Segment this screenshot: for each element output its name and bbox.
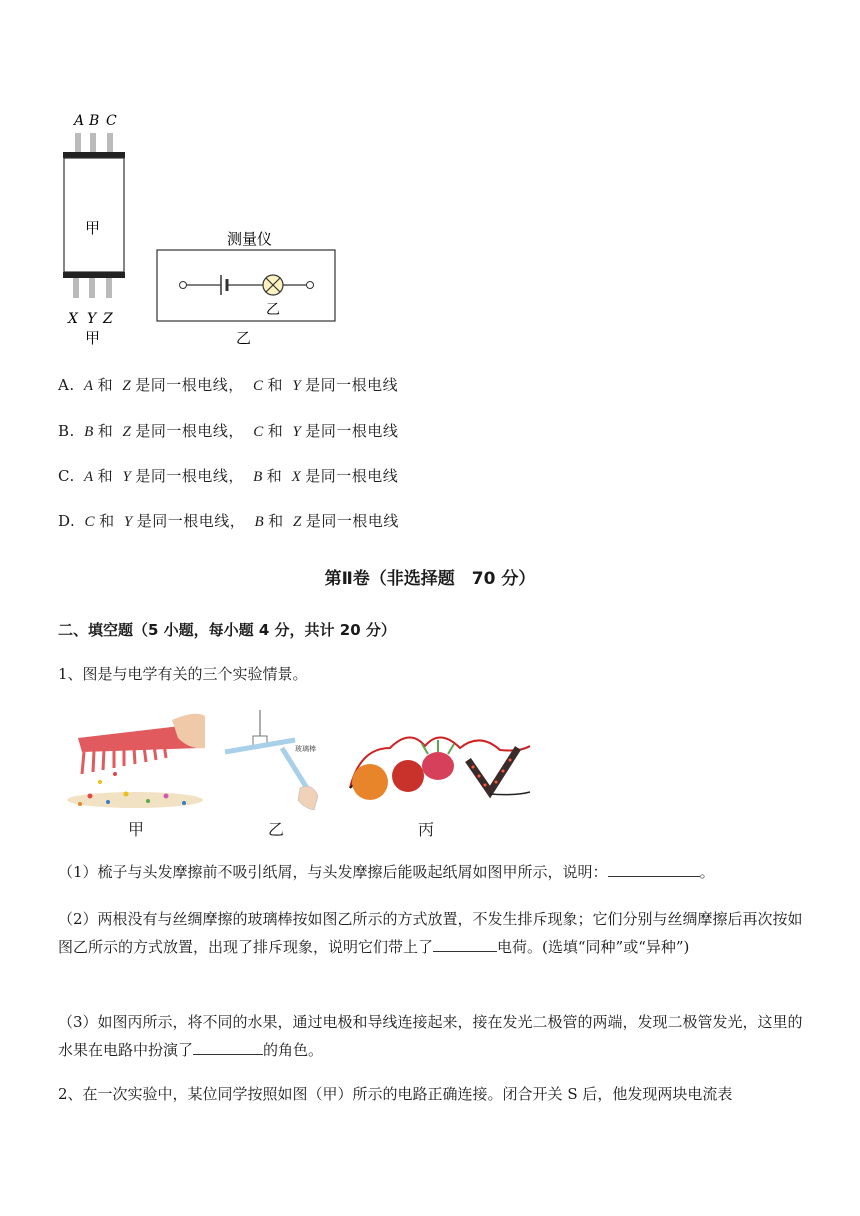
cable-body xyxy=(64,158,124,272)
answer-blank-3[interactable] xyxy=(193,1038,263,1055)
paper-scraps xyxy=(67,792,203,808)
cable-cap-top xyxy=(63,152,125,158)
q1-stem: 1、图是与电学有关的三个实验情景。 xyxy=(58,665,308,683)
label-top-a: A xyxy=(74,113,85,129)
answer-blank-1[interactable] xyxy=(608,860,700,877)
option-a: A. A 和 Z 是同一根电线， C 和 Y 是同一根电线 xyxy=(58,376,399,394)
orange-icon xyxy=(352,764,388,800)
meter-terminal-right xyxy=(307,282,314,289)
cable-caption: 甲 xyxy=(85,329,101,347)
label-bottom-z: Z xyxy=(103,311,113,327)
tomato-icon xyxy=(392,760,424,792)
caption-jia: 甲 xyxy=(128,820,145,839)
glass-rod-picture xyxy=(225,710,318,810)
cable-meter-figure xyxy=(55,105,355,350)
label-bottom-y: Y xyxy=(87,311,97,327)
meter-title: 测量仪 xyxy=(227,230,273,248)
q1-part3: （3）如图丙所示，将不同的水果，通过电极和导线连接起来，接在发光二极管的两端，发现二极管发光，这里的水果在电路中扮演了 的角色。 xyxy=(58,1013,803,1059)
wire-stub-y xyxy=(89,278,95,298)
meter-inner-label: 乙 xyxy=(266,302,280,318)
glass-rod-label: 玻璃棒 xyxy=(295,745,316,753)
option-d: D. C 和 Y 是同一根电线， B 和 Z 是同一根电线 xyxy=(58,512,399,530)
q1-part1: （1）梳子与头发摩擦前不吸引纸屑，与头发摩擦后能吸起纸屑如图甲所示，说明： 。 xyxy=(58,858,803,886)
option-c: C. A 和 Y 是同一根电线， B 和 X 是同一根电线 xyxy=(58,467,399,485)
caption-bing: 丙 xyxy=(418,820,435,839)
option-b: B. B 和 Z 是同一根电线， C 和 Y 是同一根电线 xyxy=(58,422,399,440)
label-top-b: B xyxy=(89,113,100,129)
wire-stub-x xyxy=(73,278,79,298)
q2-stem: 2、在一次实验中，某位同学按照如图（甲）所示的电路正确连接。闭合开关 S 后，他发现两块电流表 xyxy=(58,1085,733,1103)
hand-icon xyxy=(298,786,318,810)
wire-stub-z xyxy=(106,278,112,298)
caption-yi: 乙 xyxy=(268,820,285,839)
label-bottom-x: X xyxy=(68,311,78,327)
meter-terminal-left xyxy=(180,282,187,289)
cable-label: 甲 xyxy=(85,219,101,237)
section-title: 第Ⅱ卷（非选择题 70 分） xyxy=(324,569,536,589)
section-heading: 二、填空题（5 小题，每小题 4 分，共计 20 分） xyxy=(58,621,396,639)
comb-picture xyxy=(67,714,205,808)
answer-blank-2[interactable] xyxy=(433,935,497,952)
cable-cap-bottom xyxy=(63,272,125,278)
wire-stub-c xyxy=(107,133,113,153)
dragonfruit-icon xyxy=(422,752,454,780)
wire-stub-a xyxy=(75,133,81,153)
label-top-c: C xyxy=(106,113,117,129)
q1-part2: （2）两根没有与丝绸摩擦的玻璃棒按如图乙所示的方式放置，不发生排斥现象；它们分别与丝绸摩擦后再次按如图乙所示的方式放置，出现了排斥现象，说明它们带上了 电荷。(选填“同种”或“异种”) xyxy=(58,910,803,956)
fruit-battery-picture xyxy=(350,737,530,800)
meter-caption: 乙 xyxy=(236,329,252,347)
wire-stub-b xyxy=(90,133,96,153)
led-strip-icon xyxy=(468,748,518,792)
